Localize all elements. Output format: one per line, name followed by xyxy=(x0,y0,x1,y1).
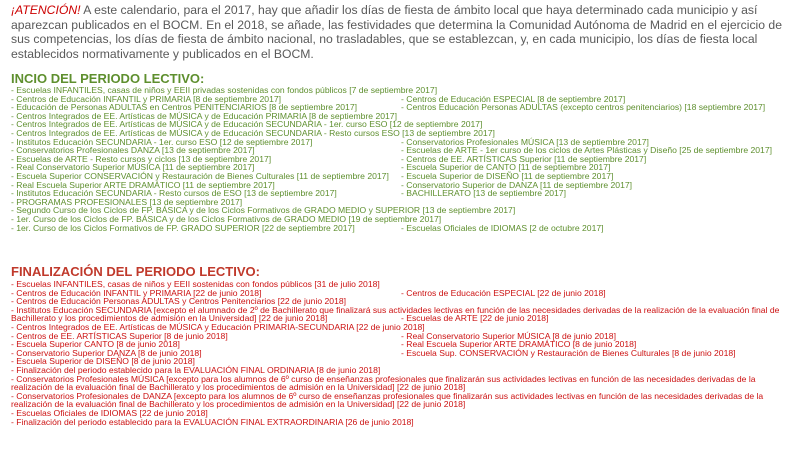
list-item-right: - Escuelas de ARTE - 1er curso de los ciclos de Artes Plásticas y Diseño [25 de septiembre 2017] xyxy=(401,145,772,156)
start-list xyxy=(11,86,801,232)
list-item-left: - Centros Integrados de EE. Artísticas de MÚSICA y de Educación SECUNDARIA - Resto cursos ESO [13 de septiembre 2017] xyxy=(11,127,495,138)
list-item-left: - Centros de Educación INFANTIL y PRIMARIA [22 de junio 2018] xyxy=(11,287,262,298)
intro-paragraph xyxy=(11,3,795,61)
list-item-left: - Real Conservatorio Superior MÚSICA [11 de septiembre 2017] xyxy=(11,162,255,173)
list-item-left: - Finalización del periodo establecido para la EVALUACIÓN FINAL ORDINARIA [8 de junio 2018] xyxy=(11,364,381,375)
list-item-left: - Escuela Superior CANTO [8 de junio 2018] xyxy=(11,339,180,350)
list-item-right: - Centros Educación Personas ADULTAS (excepto centros penitenciarios) [18 septiembre 2017] xyxy=(401,102,766,113)
end-list xyxy=(11,280,801,426)
list-item-left: - Segundo Curso de los Ciclos de FP. BÁSICA y de los Ciclos Formativos de GRADO MEDIO y SUPERIOR [13 de septiembre 2017] xyxy=(11,205,516,216)
list-item-right: - Real Conservatorio Superior MÚSICA [8 de junio 2018] xyxy=(401,330,616,341)
list-item-right: - Centros de EE. ARTÍSTICAS Superior [11 de septiembre 2017] xyxy=(401,153,647,164)
list-item-left: - Centros Integrados de EE. Artísticas de MÚSICA y de Educación PRIMARIA [8 de septiembre 2017] xyxy=(11,110,397,121)
list-item-left: - 1er. Curso de los Ciclos Formativos de FP. GRADO SUPERIOR [22 de septiembre 2017] xyxy=(11,222,355,233)
list-item-left: - Educación de Personas ADULTAS en Centros PENITENCIARIOS [8 de septiembre 2017] xyxy=(11,102,357,113)
list-item-left: - Institutos Educación SECUNDARIA [excepto el alumnado de 2º de Bachillerato que finalizará sus actividades lectivas en función de las necesidades derivadas de la realización de la evaluación final de xyxy=(11,304,780,315)
list-item-left: realización de la evaluación final de Bachillerato y los procedimientos de admisión en la Universidad] [22 de junio 2018] xyxy=(11,382,466,393)
list-item-right: - Escuela Superior de DISEÑO [11 de septiembre 2017] xyxy=(401,170,614,181)
list-item-right: - Centros de Educación ESPECIAL [8 de septiembre 2017] xyxy=(401,93,626,104)
list-item-right: - Real Escuela Superior ARTE DRAMÁTICO [8 de junio 2018] xyxy=(401,339,637,350)
list-item-left: Bachillerato y los procedimientos de admisión en la Universidad] [22 de junio 2018] xyxy=(11,313,328,324)
list-item-left: - Centros de Educación INFANTIL y PRIMARIA [8 de septiembre 2017] xyxy=(11,93,282,104)
list-item-right: - Conservatorios Profesionales MÚSICA [13 de septiembre 2017] xyxy=(401,136,649,147)
list-item-right: - Conservatorio Superior de DANZA [11 de septiembre 2017] xyxy=(401,179,633,190)
list-item-left: - Conservatorios Profesionales de DANZA [excepto para los alumnos de 6º curso de enseñanzas profesionales que finalizarán sus actividades lectivas en función de las necesidades derivadas de la xyxy=(11,390,764,401)
list-item-right: - Escuela Superior de CANTO [11 de septiembre 2017] xyxy=(401,162,611,173)
list-item-left: - Conservatorio Superior DANZA [8 de junio 2018] xyxy=(11,347,202,358)
list-item-left: realización de la evaluación final de Bachillerato y los procedimientos de admisión en la Universidad] [22 de junio 2018] xyxy=(11,399,466,410)
list-item-left: - Escuelas INFANTILES, casas de niños y EEII privadas sostenidas con fondos públicos [7 de septiembre 2017] xyxy=(11,85,438,95)
list-item-left: - Centros Integrados de EE. Artísticas de MÚSICA y de Educación SECUNDARIA - 1er. curso ESO [12 de septiembre 2017] xyxy=(11,119,483,130)
list-item-right: - Escuelas Oficiales de IDIOMAS [2 de octubre 2017] xyxy=(401,222,604,233)
list-item-left: - Institutos Educación SECUNDARIA - 1er. curso ESO [12 de septiembre 2017] xyxy=(11,136,313,147)
list-item-left: - Real Escuela Superior ARTE DRAMÁTICO [11 de septiembre 2017] xyxy=(11,179,275,190)
list-row xyxy=(11,418,801,427)
list-item-right: - Escuela Sup. CONSERVACIÓN y Restauración de Bienes Culturales [8 de junio 2018] xyxy=(401,347,736,358)
list-item-left: - Escuelas INFANTILES, casas de niños y EEII sostenidas con fondos públicos [31 de julio 2018] xyxy=(11,279,380,289)
list-row xyxy=(11,224,801,233)
list-item-left: - Centros de Educación Personas ADULTAS y Centros Penitenciarios [22 de junio 2018] xyxy=(11,296,347,307)
list-item-left: - 1er. Curso de los Ciclos de FP. BÁSICA y de los Ciclos Formativos de GRADO MEDIO [19 de septiembre 2017] xyxy=(11,213,442,224)
list-item-left: - Conservatorios Profesionales DANZA [13 de septiembre 2017] xyxy=(11,145,255,156)
end-heading: FINALIZACIÓN DEL PERIODO LECTIVO: xyxy=(11,264,260,279)
list-item-left: - Conservatorios Profesionales MÚSICA [excepto para los alumnos de 6º curso de enseñanzas profesionales que finalizarán sus actividades lectivas en función de las necesidades derivadas de la xyxy=(11,373,756,384)
list-item-left: - Escuelas de ARTE - Resto cursos y ciclos [13 de septiembre 2017] xyxy=(11,153,272,164)
intro-text: A este calendario, para el 2017, hay que añadir los días de fiesta de ámbito local que haya determinado cada municipio y así aparezcan publicados en el BOCM. En el 2018, se añade, las festividades que determina la Comunidad Autónoma de Madrid en el ejercicio de sus competencias, los días de fiesta de ámbito nacional, no trasladables, que se establezcan, y, en cada municipio, los días de fiesta local establecidos normativamente y publicados en el BOCM. xyxy=(11,3,782,61)
attention-label: ¡ATENCIÓN! xyxy=(11,3,81,17)
list-item-right: - Centros de Educación ESPECIAL [22 de junio 2018] xyxy=(401,287,606,298)
list-item-left: - Institutos Educación SECUNDARIA - Resto cursos de ESO [13 de septiembre 2017] xyxy=(11,188,337,199)
list-item-left: - Escuela Superior de DISEÑO [8 de junio 2018] xyxy=(11,356,195,367)
list-item-left: - Centros Integrados de EE. Artísticas de MÚSICA y Educación PRIMARIA-SECUNDARIA [22 de junio 2018] xyxy=(11,321,425,332)
list-item-left: - Centros de EE. ARTÍSTICAS Superior [8 de junio 2018] xyxy=(11,330,228,341)
list-item-left: - Finalización del periodo establecido para la EVALUACIÓN FINAL EXTRAORDINARIA [26 de junio 2018] xyxy=(11,416,414,427)
list-item-right: - BACHILLERATO [13 de septiembre 2017] xyxy=(401,188,566,199)
start-heading: INCIO DEL PERIODO LECTIVO: xyxy=(11,71,205,86)
list-item-left: - PROGRAMAS PROFESIONALES [13 de septiembre 2017] xyxy=(11,196,243,207)
list-item-right: - Escuelas de ARTE [22 de junio 2018] xyxy=(401,313,549,324)
list-item-left: - Escuelas Oficiales de IDIOMAS [22 de junio 2018] xyxy=(11,407,208,418)
list-item-left: - Escuela Superior CONSERVACIÓN y Restauración de Bienes Culturales [11 de septiembre 2017] xyxy=(11,170,389,181)
